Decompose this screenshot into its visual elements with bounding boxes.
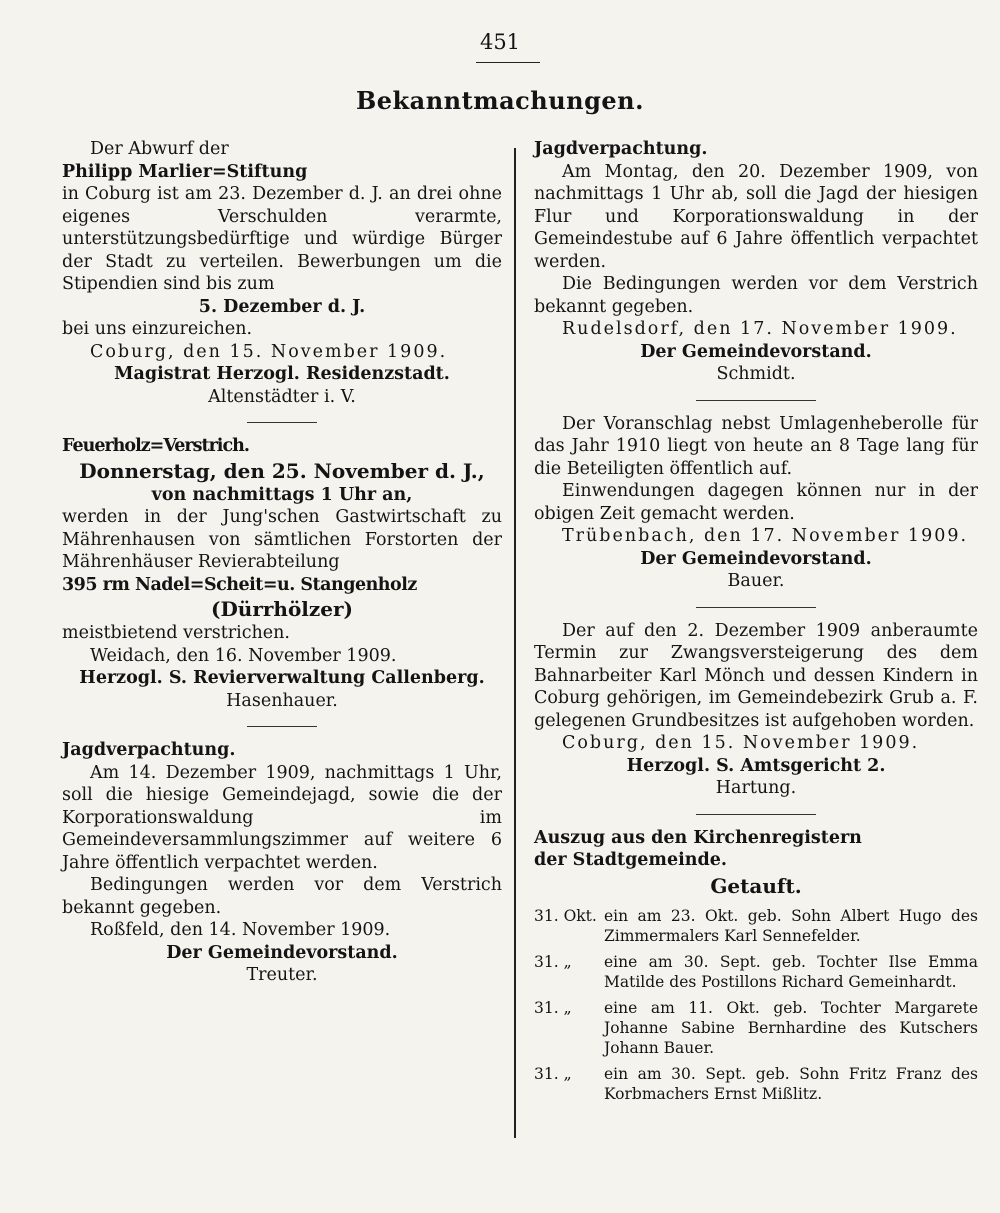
registry-section: Getauft. [710,873,802,898]
registry-entry-date: 31. „ [534,998,572,1017]
announcement-jagd-rudelsdorf [534,138,978,386]
feuerholz-name: Hasenhauer. [226,690,338,711]
separator [247,726,317,727]
zwang-body: Der auf den 2. Dezember 1909 anberaumte Termin zur Zwangsversteigerung des dem Bahnarbeiter Karl Mönch und dessen Kindern in Coburg gehörigen, im Gemeindebezirk Grub a. F. gelegenen Grundbesitzes ist aufgehoben worden. [534,620,978,731]
registry-entry-text: eine am 11. Okt. geb. Tochter Margarete Johanne Sabine Bernhardine des Kutschers Johann Bauer. [604,998,978,1057]
stiftung-title: Philipp Marlier=Stiftung [62,161,308,182]
registry-entry [534,1064,978,1104]
separator [696,400,816,401]
feuerholz-date: Donnerstag, den 25. November d. J., [79,458,485,483]
announcement-stiftung [62,138,502,408]
voranschlag-place-date: Trübenbach, den 17. November 1909. [562,526,969,546]
registry-entry-date: 31. „ [534,952,572,971]
left-column [62,138,502,987]
page-number-rule [476,62,540,63]
feuerholz-wood: 395 rm Nadel=Scheit=u. Stangenholz [62,574,417,595]
jagd-rudelsdorf-body: Am Montag, den 20. Dezember 1909, von nachmittags 1 Uhr ab, soll die Jagd der hiesigen Flur und Korporationswaldung in der Gemeindestube auf 6 Jahre öffentlich verpachtet werden. [534,161,978,272]
registry-entry-date: 31. „ [534,1064,572,1083]
stiftung-name: Altenstädter i. V. [208,386,356,407]
registry-entry [534,952,978,992]
announcement-voranschlag [534,413,978,593]
registry-entry-text: ein am 30. Sept. geb. Sohn Fritz Franz des Korbmachers Ernst Mißlitz. [604,1064,978,1103]
jagd-rossfeld-title: Jagdverpachtung. [62,740,236,760]
jagd-rudelsdorf-body2: Die Bedingungen werden vor dem Verstrich bekannt gegeben. [534,274,978,317]
main-heading: Bekanntmachungen. [356,86,644,115]
registry-title: Auszug aus den Kirchenregistern [534,827,862,848]
right-column [534,138,978,1104]
jagd-rossfeld-name: Treuter. [246,965,318,985]
jagd-rossfeld-place-date: Roßfeld, den 14. November 1909. [90,920,391,940]
stiftung-body: in Coburg ist am 23. Dezember d. J. an drei ohne eigenes Verschulden verarmte, unterstützungsbedürftige und würdige Bürger der Stadt zu verteilen. Bewerbungen um die Stipendien sind bis zum [62,184,502,294]
feuerholz-time: von nachmittags 1 Uhr an, [151,484,413,505]
kirchenregister [534,827,978,1104]
announcement-feuerholz [62,435,502,712]
registry-entry-date: 31. Okt. [534,906,597,925]
voranschlag-signer: Der Gemeindevorstand. [640,548,872,569]
registry-entry [534,906,978,946]
jagd-rossfeld-signer: Der Gemeindevorstand. [166,942,398,963]
stiftung-closing: bei uns einzureichen. [62,319,253,339]
jagd-rossfeld-body: Am 14. Dezember 1909, nachmittags 1 Uhr, soll die hiesige Gemeindejagd, sowie die der Korporationswaldung im Gemeindeversammlungszimmer auf weitere 6 Jahre öffentlich verpachtet werden. [62,762,502,873]
separator [696,607,816,608]
feuerholz-title: Feuerholz=Verstrich. [62,436,249,456]
zwang-signer: Herzogl. S. Amtsgericht 2. [626,755,886,776]
voranschlag-name: Bauer. [727,571,785,591]
stiftung-place-date: Coburg, den 15. November 1909. [90,341,448,362]
separator [247,422,317,423]
feuerholz-signer: Herzogl. S. Revierverwaltung Callenberg. [79,668,485,688]
jagd-rudelsdorf-signer: Der Gemeindevorstand. [640,341,872,362]
page-number: 451 [479,30,521,54]
zwang-place-date: Coburg, den 15. November 1909. [562,733,920,753]
registry-entry [534,998,978,1058]
feuerholz-closing: meistbietend verstrichen. [62,623,290,643]
voranschlag-body2: Einwendungen dagegen können nur in der obigen Zeit gemacht werden. [534,481,978,524]
separator [696,814,816,815]
feuerholz-wood-note: (Dürrhölzer) [211,597,353,621]
stiftung-signer: Magistrat Herzogl. Residenzstadt. [114,364,450,384]
registry-entry-text: ein am 23. Okt. geb. Sohn Albert Hugo des Zimmermalers Karl Sennefelder. [604,906,978,945]
jagd-rudelsdorf-name: Schmidt. [716,364,796,384]
jagd-rudelsdorf-place-date: Rudelsdorf, den 17. November 1909. [562,319,958,339]
feuerholz-place-date: Weidach, den 16. November 1909. [90,645,397,666]
feuerholz-body: werden in der Jung'schen Gastwirtschaft zu Mährenhausen von sämtlichen Forstorten der Mährenhäuser Revierabteilung [62,507,502,572]
registry-subtitle: der Stadtgemeinde. [534,850,727,870]
voranschlag-body: Der Voranschlag nebst Umlagenheberolle für das Jahr 1910 liegt von heute an 8 Tage lang für die Beteiligten öffentlich auf. [534,413,978,479]
announcement-jagd-rossfeld [62,739,502,987]
jagd-rossfeld-body2: Bedingungen werden vor dem Verstrich bekannt gegeben. [62,875,502,918]
announcement-zwangsversteigerung [534,620,978,800]
registry-entry-text: eine am 30. Sept. geb. Tochter Ilse Emma Matilde des Postillons Richard Gemeinhardt. [604,952,978,991]
jagd-rudelsdorf-title: Jagdverpachtung. [534,139,708,159]
stiftung-intro: Der Abwurf der [90,139,229,159]
stiftung-deadline: 5. Dezember d. J. [198,296,366,317]
zwang-name: Hartung. [715,778,797,798]
column-divider [514,148,516,1138]
